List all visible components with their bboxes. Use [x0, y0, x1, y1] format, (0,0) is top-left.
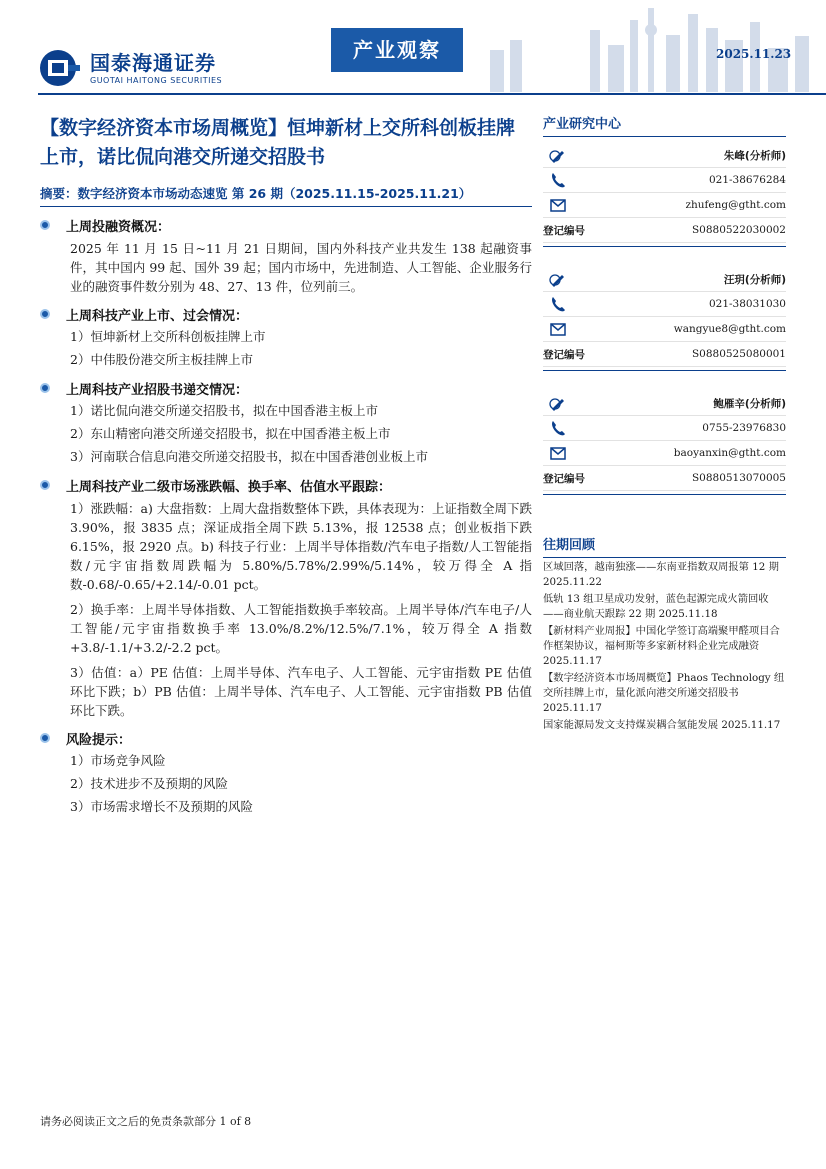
logo-mark-icon — [38, 48, 82, 88]
paragraph: 2025 年 11 月 15 日~11 月 21 日期间，国内外科技产业共发生 138 起融资事件，其中国内 99 起、国外 39 起；国内市场中，先进制造、人工智能、企业服务行业的融资事件数分别为 48、27、13 件，位列前三。 — [70, 241, 532, 294]
past-report-link[interactable]: 低轨 13 组卫星成功发射，蓝色起源完成火箭回收——商业航天跟踪 22 期 2025.11.18 — [543, 593, 769, 620]
sidebar-title: 产业研究中心 — [543, 114, 786, 137]
paragraph: 2）换手率：上周半导体指数、人工智能指数换手率较高。上周半导体/汽车电子/人工智能/元宇宙指数换手率 13.0%/8.2%/12.5%/7.1%，较万得全 A 指数+3.8/-1.1/+3.2/-2.2 pct。 — [70, 602, 532, 655]
phone-icon — [549, 295, 567, 313]
past-report-link[interactable]: 国家能源局发文支持煤炭耦合氢能发展 2025.11.17 — [543, 719, 781, 731]
report-date: 2025.11.23 — [716, 47, 792, 61]
paragraph: 1）涨跌幅：a) 大盘指数：上周大盘指数整体下跌，具体表现为：上证指数全周下跌 3.90%，报 3835 点；深证成指全周下跌 5.13%，报 12538 点；创业板指下跌 6.15%，报 2920 点。b) 科技子行业：上周半导体指数/汽车电子指数/人工智能指数/元宇宙指数周跌幅为 5.80%/5.78%/2.99%/5.14%，较万得全 A 指数-0.68/-0.65/+2.14/-0.01 pct。 — [70, 501, 532, 592]
analyst-email[interactable]: baoyanxin@gtht.com — [673, 447, 786, 459]
page-footer: 请务必阅读正文之后的免责条款部分 1 of 8 — [40, 1115, 252, 1128]
bullet-icon — [40, 220, 50, 230]
city-skyline-graphic — [470, 0, 826, 92]
brand-name-cn: 国泰海通证券 — [90, 50, 216, 75]
analyst-phone: 0755-23976830 — [702, 422, 786, 434]
divider — [543, 370, 786, 371]
report-title: 【数字经济资本市场周概览】恒坤新材上交所科创板挂牌上市，诺比侃向港交所递交招股书 — [40, 117, 516, 168]
paragraph: 3）估值：a）PE 估值：上周半导体、汽车电子、人工智能、元宇宙指数 PE 估值环比下跌；b）PB 估值：上周半导体、汽车电子、人工智能、元宇宙指数 PB 估值环比下跌。 — [70, 665, 532, 718]
page-header — [0, 0, 826, 96]
analyst-email[interactable]: wangyue8@gtht.com — [673, 323, 786, 335]
pen-icon — [549, 394, 567, 412]
analyst-card — [543, 391, 786, 495]
bullet-icon — [40, 309, 50, 319]
pen-icon — [549, 146, 567, 164]
pen-icon — [549, 270, 567, 288]
analyst-reg: S0880525080001 — [691, 348, 786, 360]
divider — [543, 246, 786, 247]
analyst-card — [543, 267, 786, 371]
analyst-reg: S0880513070005 — [691, 472, 786, 484]
section-risks — [40, 728, 532, 817]
divider — [543, 494, 786, 495]
email-icon — [549, 444, 567, 462]
section-heading: 上周科技产业招股书递交情况： — [66, 382, 249, 398]
list-item: 2）东山精密向港交所递交招股书，拟在中国香港主板上市 — [70, 426, 391, 441]
section-heading: 上周科技产业二级市场涨跌幅、换手率、估值水平跟踪： — [66, 479, 392, 495]
section-listings — [40, 304, 532, 370]
analyst-phone: 021-38031030 — [708, 298, 786, 310]
report-type-tag: 产业观察 — [331, 28, 463, 72]
section-heading: 上周科技产业上市、过会情况： — [66, 308, 249, 324]
header-rule — [38, 93, 826, 95]
analyst-name: 汪玥(分析师) — [723, 273, 786, 286]
email-icon — [549, 320, 567, 338]
past-report-link[interactable]: 【数字经济资本市场周概览】Phaos Technology 纽交所挂牌上市，量化派向港交所递交招股书 2025.11.17 — [543, 672, 785, 714]
past-report-link[interactable]: 区域回落，越南独涨——东南亚指数双周报第 12 期 2025.11.22 — [543, 561, 779, 588]
list-item: 1）诺比侃向港交所递交招股书，拟在中国香港主板上市 — [70, 403, 378, 418]
analyst-name: 鲍雁辛(分析师) — [713, 397, 786, 410]
bullet-icon — [40, 733, 50, 743]
email-icon — [549, 196, 567, 214]
section-heading: 风险提示： — [66, 732, 132, 748]
analyst-card — [543, 143, 786, 247]
past-reports-title: 往期回顾 — [543, 535, 786, 558]
analyst-phone: 021-38676284 — [708, 174, 786, 186]
reg-label: 登记编号 — [543, 472, 585, 485]
list-item: 3）河南联合信息向港交所递交招股书，拟在中国香港创业板上市 — [70, 449, 428, 464]
analyst-email[interactable]: zhufeng@gtht.com — [685, 199, 786, 211]
analyst-name: 朱峰(分析师) — [723, 149, 786, 162]
brand-name-en: GUOTAI HAITONG SECURITIES — [90, 75, 223, 85]
section-market — [40, 475, 532, 720]
section-financing — [40, 215, 532, 296]
reg-label: 登记编号 — [543, 348, 585, 361]
phone-icon — [549, 419, 567, 437]
summary-line: 摘要：数字经济资本市场动态速览 第 26 期（2025.11.15-2025.11.21） — [40, 184, 532, 207]
sidebar — [543, 114, 786, 733]
main-content — [40, 114, 532, 817]
list-item: 1）恒坤新材上交所科创板挂牌上市 — [70, 329, 266, 344]
past-report-link[interactable]: 【新材料产业周报】中国化学签订高端聚甲醛项目合作框架协议，福柯斯等多家新材料企业完成融资 2025.11.17 — [543, 625, 780, 667]
section-prospectus — [40, 378, 532, 467]
bullet-icon — [40, 383, 50, 393]
bullet-icon — [40, 480, 50, 490]
reg-label: 登记编号 — [543, 224, 585, 237]
list-item: 2）中伟股份港交所主板挂牌上市 — [70, 352, 253, 367]
section-heading: 上周投融资概况： — [66, 219, 171, 235]
list-item: 3）市场需求增长不及预期的风险 — [70, 799, 253, 814]
company-logo — [38, 48, 222, 88]
list-item: 2）技术进步不及预期的风险 — [70, 776, 228, 791]
phone-icon — [549, 171, 567, 189]
list-item: 1）市场竞争风险 — [70, 753, 166, 768]
analyst-reg: S0880522030002 — [691, 224, 786, 236]
